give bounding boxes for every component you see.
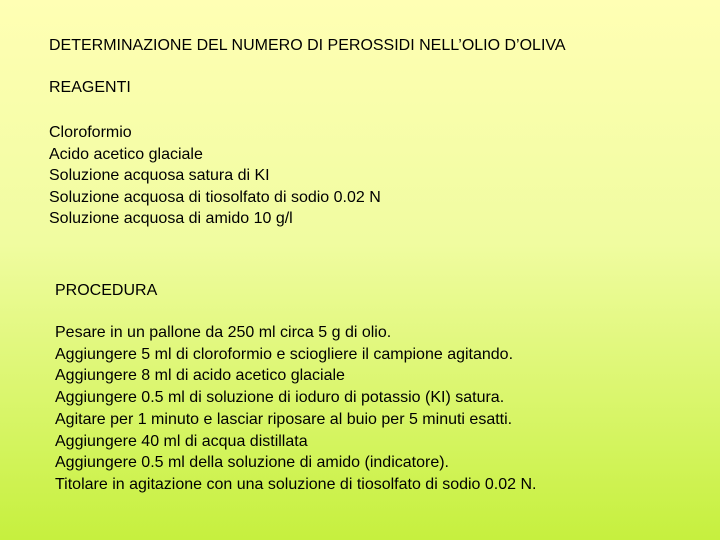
procedure-step: Titolare in agitazione con una soluzione di tiosolfato di sodio 0.02 N. xyxy=(55,475,537,493)
reagent-item: Soluzione acquosa di amido 10 g/l xyxy=(49,210,293,227)
procedure-step: Aggiungere 0.5 ml della soluzione di amido (indicatore). xyxy=(55,454,449,472)
procedure-step: Aggiungere 0.5 ml di soluzione di ioduro di potassio (KI) satura. xyxy=(55,389,505,407)
reagent-item: Soluzione acquosa di tiosolfato di sodio 0.02 N xyxy=(49,188,381,206)
reagents-heading: REAGENTI xyxy=(49,79,131,96)
procedure-list xyxy=(55,322,536,496)
reagent-item: Cloroformio xyxy=(49,124,132,141)
reagents-list xyxy=(49,122,381,230)
procedure-step: Aggiungere 8 ml di acido acetico glaciale xyxy=(55,367,345,385)
procedure-step: Aggiungere 40 ml di acqua distillata xyxy=(55,432,308,450)
reagent-item: Soluzione acquosa satura di KI xyxy=(49,167,270,184)
procedure-step: Pesare in un pallone da 250 ml circa 5 g di olio. xyxy=(55,324,392,341)
reagent-item: Acido acetico glaciale xyxy=(49,145,203,163)
procedure-step: Agitare per 1 minuto e lasciar riposare al buio per 5 minuti esatti. xyxy=(55,410,513,428)
procedure-step: Aggiungere 5 ml di cloroformio e sciogliere il campione agitando. xyxy=(55,345,514,363)
procedure-heading: PROCEDURA xyxy=(55,282,158,299)
slide-title: DETERMINAZIONE DEL NUMERO DI PEROSSIDI NELL’OLIO D’OLIVA xyxy=(49,37,566,54)
